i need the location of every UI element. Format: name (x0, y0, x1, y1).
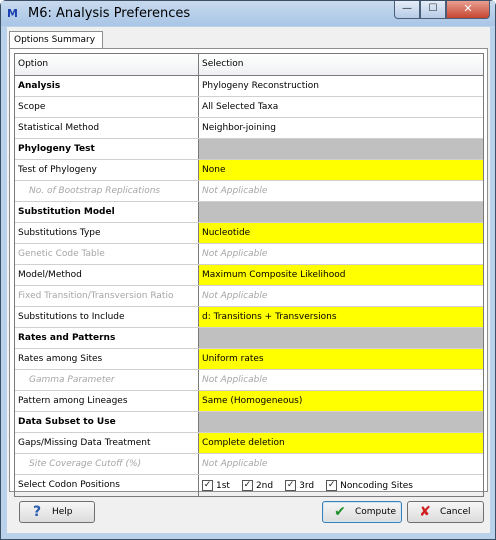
row-gaps-missing-data (15, 433, 483, 454)
section-fill (199, 139, 483, 159)
codon-1st-option[interactable] (202, 476, 230, 496)
selection-value: Not Applicable (202, 291, 268, 301)
option-label: Site Coverage Cutoff (%) (15, 454, 199, 474)
row-select-codon-positions (15, 475, 483, 496)
grid-header-row (15, 54, 483, 76)
option-label: Gaps/Missing Data Treatment (15, 433, 199, 453)
row-phylogeny-test-section (15, 139, 483, 160)
selection-value: Not Applicable (202, 375, 268, 385)
row-statistical-method (15, 118, 483, 139)
row-model-method (15, 265, 483, 286)
compute-button[interactable] (322, 501, 402, 523)
selection-dropdown[interactable]: Same (Homogeneous) (199, 391, 483, 411)
question-mark-icon: ? (32, 504, 42, 520)
option-label: Statistical Method (15, 118, 199, 138)
mega-app-icon: M (7, 7, 18, 20)
selection-value: Not Applicable (202, 186, 268, 196)
option-label: Gamma Parameter (15, 370, 199, 390)
maximize-button[interactable]: ☐ (420, 1, 446, 19)
tab-options-summary[interactable]: Options Summary (9, 31, 103, 49)
row-pattern-among-lineages (15, 391, 483, 412)
help-button-label: Help (52, 507, 73, 517)
section-fill (199, 202, 483, 222)
checkbox-2nd[interactable]: ✓ (243, 480, 252, 490)
checkbox-label: 2nd (255, 480, 274, 491)
option-label: Genetic Code Table (15, 244, 199, 264)
title-bar[interactable] (1, 1, 495, 26)
checkbox-1st[interactable]: ✓ (203, 480, 212, 490)
selection-value: Not Applicable (202, 249, 268, 259)
option-label: Test of Phylogeny (15, 160, 199, 180)
row-bootstrap-replications (15, 181, 483, 202)
option-label: Pattern among Lineages (15, 391, 199, 411)
checkmark-icon: ✔ (334, 504, 346, 520)
row-gamma-parameter (15, 370, 483, 391)
checkbox-noncoding[interactable]: ✓ (327, 480, 336, 490)
selection-dropdown[interactable]: Uniform rates (199, 349, 483, 369)
compute-button-label: Compute (355, 507, 397, 517)
window-title: M6: Analysis Preferences (28, 6, 191, 21)
client-area (7, 27, 490, 533)
selection-dropdown[interactable]: d: Transitions + Transversions (199, 307, 483, 327)
checkbox-label: Noncoding Sites (340, 480, 413, 491)
checkbox-label: 3rd (299, 480, 315, 491)
section-label: Phylogeny Test (15, 139, 199, 159)
help-button[interactable] (19, 501, 95, 523)
option-label: No. of Bootstrap Replications (15, 181, 199, 201)
codon-3rd-option[interactable] (285, 476, 314, 496)
selection-dropdown[interactable]: Nucleotide (199, 223, 483, 243)
selection-value: Not Applicable (202, 459, 268, 469)
row-test-of-phylogeny (15, 160, 483, 181)
cancel-x-icon: ✘ (419, 504, 431, 520)
row-scope (15, 97, 483, 118)
section-label: Substitution Model (15, 202, 199, 222)
option-column-header[interactable]: Option (15, 54, 199, 75)
selection-column-header[interactable]: Selection (199, 54, 483, 75)
codon-2nd-option[interactable] (242, 476, 273, 496)
selection-value[interactable]: Phylogeny Reconstruction (202, 81, 319, 91)
option-label: Analysis (15, 76, 199, 96)
option-label: Rates among Sites (15, 349, 199, 369)
row-substitution-model-section (15, 202, 483, 223)
codon-positions-group (199, 475, 483, 496)
row-site-coverage-cutoff (15, 454, 483, 475)
options-summary-panel (9, 48, 488, 492)
row-data-subset-section (15, 412, 483, 433)
section-fill (199, 328, 483, 348)
close-button[interactable]: ✕ (446, 1, 490, 19)
row-genetic-code-table (15, 244, 483, 265)
row-substitutions-type (15, 223, 483, 244)
selection-dropdown[interactable]: None (199, 160, 483, 180)
section-label: Rates and Patterns (15, 328, 199, 348)
options-grid (14, 53, 484, 497)
selection-dropdown[interactable]: Maximum Composite Likelihood (199, 265, 483, 285)
checkbox-label: 1st (216, 480, 230, 491)
option-label: Model/Method (15, 265, 199, 285)
row-rates-among-sites (15, 349, 483, 370)
section-label: Data Subset to Use (15, 412, 199, 432)
row-substitutions-to-include (15, 307, 483, 328)
row-fixed-ts-tv-ratio (15, 286, 483, 307)
option-label: Substitutions to Include (15, 307, 199, 327)
option-label: Fixed Transition/Transversion Ratio (15, 286, 199, 306)
codon-noncoding-option[interactable] (326, 476, 413, 496)
selection-dropdown[interactable]: Complete deletion (199, 433, 483, 453)
cancel-button[interactable] (407, 501, 484, 523)
section-fill (199, 412, 483, 432)
cancel-button-label: Cancel (440, 507, 471, 517)
selection-value[interactable]: Neighbor-joining (202, 123, 276, 133)
option-label: Select Codon Positions (15, 475, 199, 496)
row-analysis (15, 76, 483, 97)
option-label: Substitutions Type (15, 223, 199, 243)
option-label: Scope (15, 97, 199, 117)
selection-value[interactable]: All Selected Taxa (202, 102, 279, 112)
row-rates-patterns-section (15, 328, 483, 349)
minimize-button[interactable]: — (394, 1, 420, 19)
checkbox-3rd[interactable]: ✓ (286, 480, 295, 490)
